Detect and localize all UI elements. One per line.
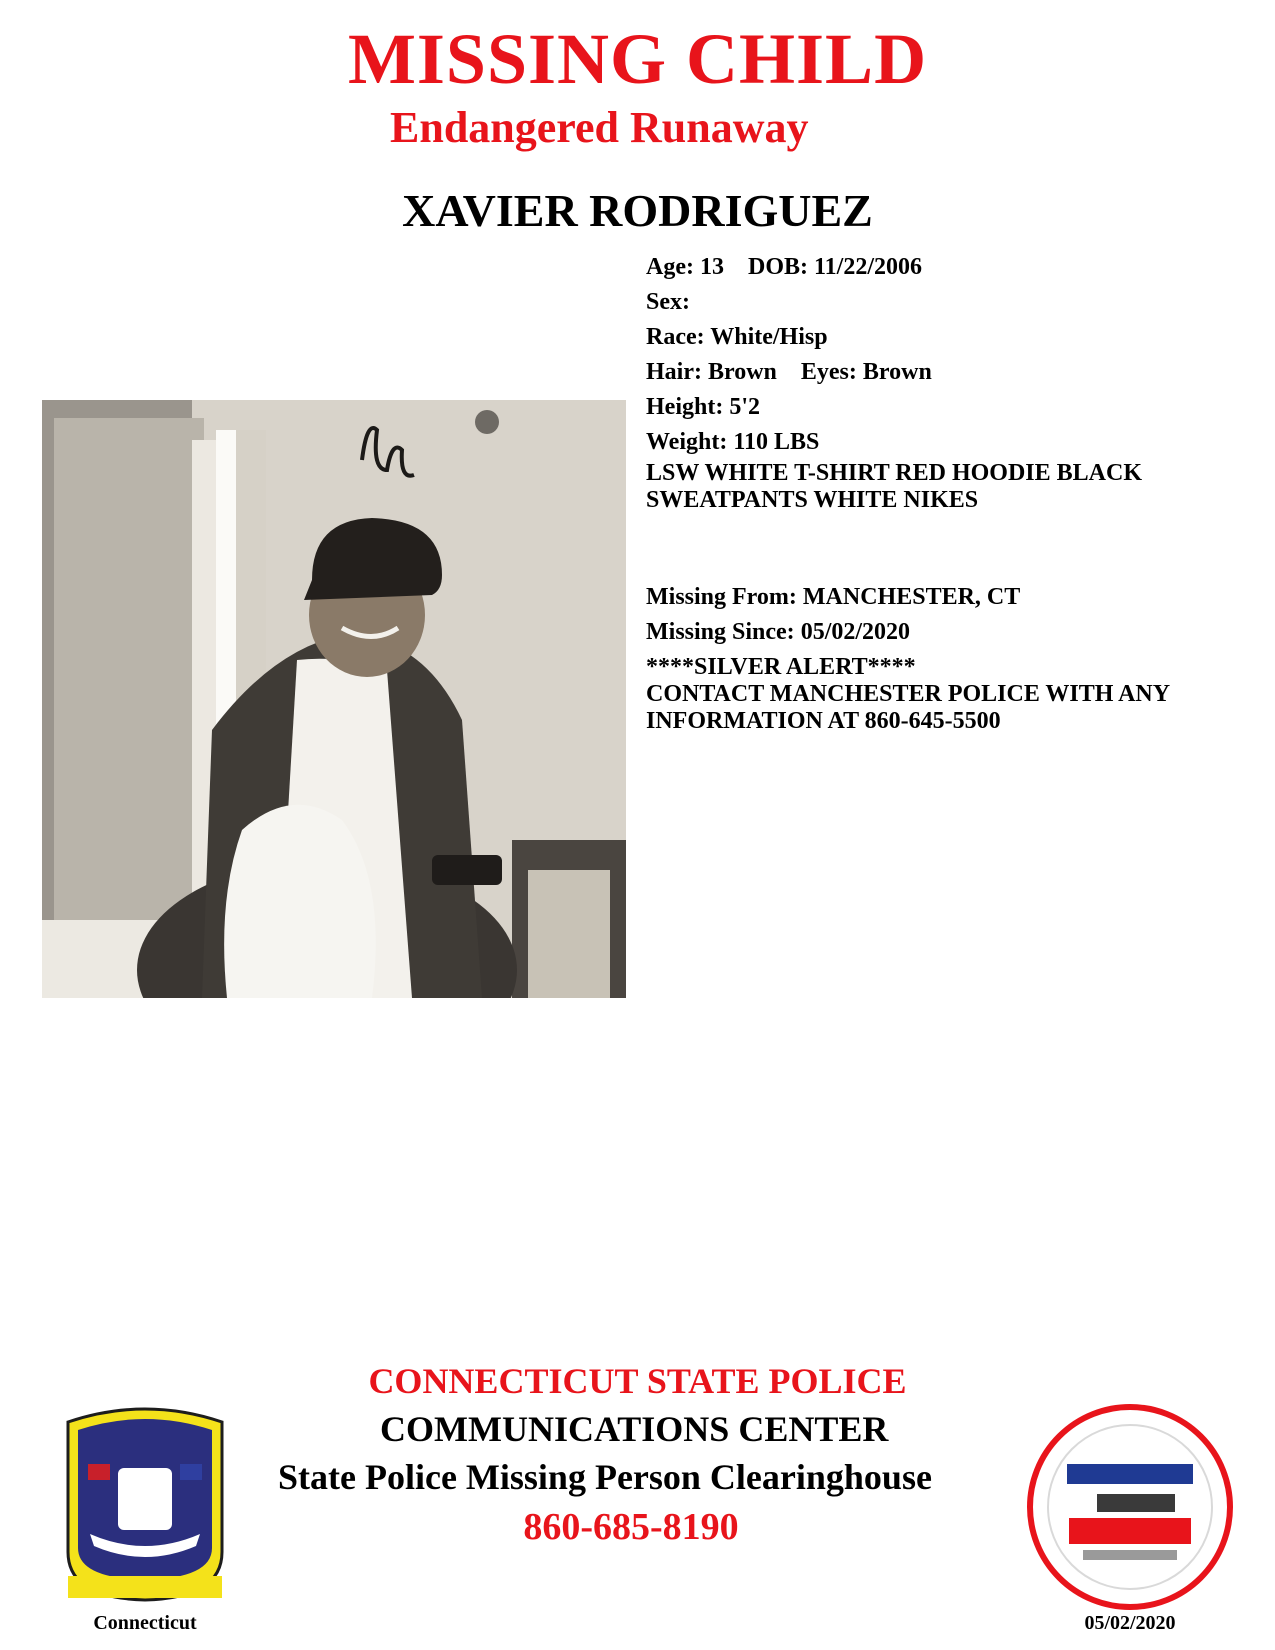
eyes-label: Eyes: [800, 359, 857, 385]
clothing-description-line2: SWEATPANTS WHITE NIKES [646, 487, 979, 513]
missing-from-value: MANCHESTER, CT [802, 584, 1021, 610]
weight-row [646, 425, 1246, 460]
missing-since-row [646, 615, 1246, 650]
agency-name: CONNECTICUT STATE POLICE [368, 1361, 907, 1401]
sex-label: Sex: [646, 289, 690, 315]
hair-eyes-row [646, 355, 1246, 390]
poster-subtitle: Endangered Runaway [390, 103, 809, 152]
missing-from-label: Missing From: [646, 584, 797, 610]
silver-alert-text: ****SILVER ALERT**** [646, 654, 916, 680]
clearinghouse-name: State Police Missing Person Clearinghouse [278, 1457, 932, 1497]
state-police-patch-logo [60, 1402, 230, 1602]
height-row [646, 390, 1246, 425]
age-value: 13 [699, 254, 724, 280]
missing-person-name: XAVIER RODRIGUEZ [402, 185, 873, 236]
hair-label: Hair: [646, 359, 702, 385]
age-dob-row [646, 250, 1246, 285]
contact-line2: INFORMATION AT 860-645-5500 [646, 708, 1001, 734]
race-row [646, 320, 1246, 355]
dob-label: DOB: [747, 254, 808, 280]
patch-caption: Connecticut [93, 1612, 197, 1634]
missing-since-value: 05/02/2020 [800, 619, 911, 645]
missing-person-photo [42, 400, 626, 998]
missing-since-label: Missing Since: [646, 619, 795, 645]
ncmec-locater-logo [1025, 1402, 1235, 1612]
missing-from-row [646, 580, 1246, 615]
height-value: 5'2 [729, 394, 760, 420]
age-label: Age: [646, 254, 694, 280]
eyes-value: Brown [862, 359, 932, 385]
clothing-description-line1: LSW WHITE T-SHIRT RED HOODIE BLACK [646, 460, 1142, 486]
contact-line1: CONTACT MANCHESTER POLICE WITH ANY [646, 681, 1171, 707]
clearinghouse-phone: 860-685-8190 [523, 1506, 739, 1548]
sex-row [646, 285, 1246, 320]
hair-value: Brown [707, 359, 777, 385]
race-label: Race: [646, 324, 705, 350]
person-details [646, 250, 1246, 735]
poster-title: MISSING CHILD [347, 19, 928, 99]
poster-date: 05/02/2020 [1084, 1612, 1176, 1634]
height-label: Height: [646, 394, 724, 420]
weight-value: 110 LBS [733, 429, 820, 455]
communications-center: COMMUNICATIONS CENTER [380, 1409, 889, 1449]
dob-value: 11/22/2006 [813, 254, 922, 280]
weight-label: Weight: [646, 429, 728, 455]
race-value: White/Hisp [710, 324, 828, 350]
